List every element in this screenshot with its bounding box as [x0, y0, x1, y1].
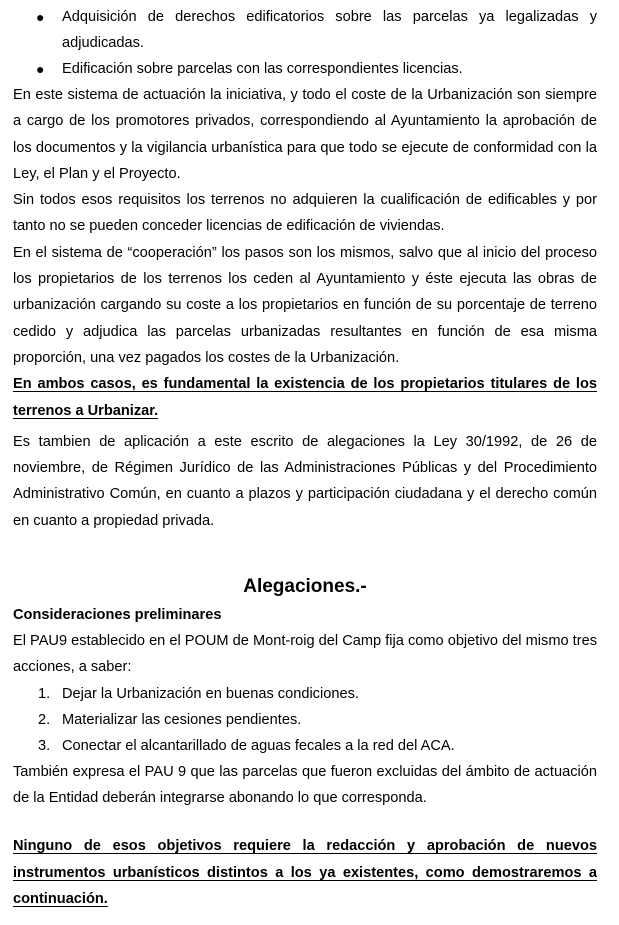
bullet-text: Adquisición de derechos edificatorios sobre las parcelas ya legalizadas y adjudicadas.	[62, 9, 597, 51]
bullet-icon: ●	[36, 61, 45, 77]
emphasis-propietarios: En ambos casos, es fundamental la existencia de los propietarios titulares de los terrenos a Urbanizar.	[13, 376, 597, 419]
bullet-icon: ●	[36, 9, 45, 25]
item-number: 1.	[38, 685, 51, 702]
paragraph-ley: Es tambien de aplicación a este escrito de alegaciones la Ley 30/1992, de 26 de noviembre, de Régimen Jurídico de las Administraciones Públicas y del Procedimiento Administrativo Común, en cuanto a plazos y participación ciudadana y el derecho común en cuanto a propiedad privada.	[13, 433, 597, 529]
paragraph-intro: El PAU9 establecido en el POUM de Mont-roig del Camp fija como objetivo del mismo tres acciones, a saber:	[13, 633, 597, 676]
actions-list	[13, 681, 597, 759]
list-item	[13, 4, 597, 56]
item-text: Conectar el alcantarillado de aguas fecales a la red del ACA.	[62, 737, 455, 754]
list-item	[13, 681, 597, 707]
list-item	[13, 733, 597, 759]
paragraph-actuacion: En este sistema de actuación la iniciativa, y todo el coste de la Urbanización son siempre a cargo de los promotores privados, correspondiendo al Ayuntamiento la aprobación de los documentos y la vigilancia urbanística para que todo se ejecute de conformidad con la Ley, el Plan y el Proyecto.	[13, 87, 597, 182]
subheading: Consideraciones preliminares	[13, 607, 222, 624]
section-heading: Alegaciones.-	[243, 576, 367, 598]
item-number: 3.	[38, 737, 51, 754]
list-item	[13, 56, 597, 82]
paragraph-parcelas: También expresa el PAU 9 que las parcelas que fueron excluidas del ámbito de actuación de la Entidad deberán integrarse abonando lo que corresponda.	[13, 763, 597, 806]
bullet-list	[13, 4, 597, 82]
paragraph-cooperacion: En el sistema de “cooperación” los pasos son los mismos, salvo que al inicio del proceso los propietarios de los terrenos los ceden al Ayuntamiento y éste ejecuta las obras de urbanización cargando su coste a los propietarios en función de su porcentaje de terreno cedido y adjudica las parcelas urbanizadas resultantes en función de esa misma proporción, una vez pagados los costes de la Urbanización.	[13, 244, 597, 366]
document-page	[13, 4, 597, 912]
conclusion-text: Ninguno de esos objetivos requiere la redacción y aprobación de nuevos instrumentos urbanísticos distintos a los ya existentes, como demostraremos a continuación.	[13, 838, 597, 907]
list-item	[13, 707, 597, 733]
item-number: 2.	[38, 711, 51, 728]
bullet-text: Edificación sobre parcelas con las correspondientes licencias.	[62, 61, 463, 77]
item-text: Dejar la Urbanización en buenas condiciones.	[62, 685, 359, 702]
paragraph-requisitos: Sin todos esos requisitos los terrenos no adquieren la cualificación de edificables y por tanto no se pueden conceder licencias de edificación de viviendas.	[13, 192, 597, 235]
item-text: Materializar las cesiones pendientes.	[62, 711, 302, 728]
